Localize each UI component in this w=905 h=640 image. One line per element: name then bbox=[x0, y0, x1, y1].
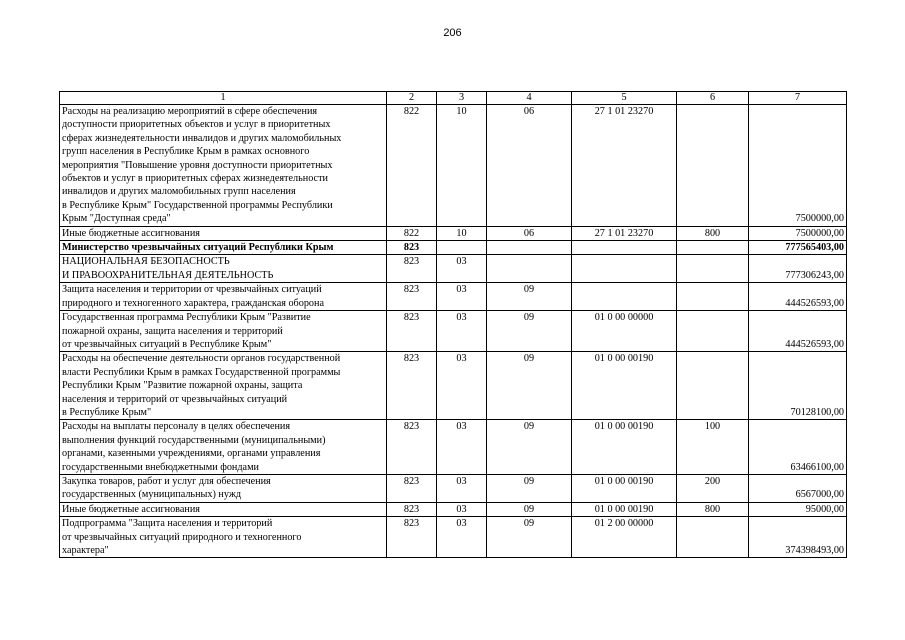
row-amount-cell: 7500000,00 bbox=[749, 226, 847, 240]
header-cell-5: 5 bbox=[572, 92, 677, 105]
row-col4-cell: 09 bbox=[487, 517, 572, 558]
row-col2-cell: 823 bbox=[387, 517, 437, 558]
row-amount-cell: 7500000,00 bbox=[749, 105, 847, 227]
row-col6-cell: 800 bbox=[677, 226, 749, 240]
row-col6-cell: 800 bbox=[677, 502, 749, 516]
row-name-cell: Закупка товаров, работ и услуг для обеспечения государственных (муниципальных) нужд bbox=[60, 474, 387, 502]
row-col3-cell bbox=[437, 241, 487, 255]
row-name-cell: Иные бюджетные ассигнования bbox=[60, 226, 387, 240]
row-col3-cell: 03 bbox=[437, 283, 487, 311]
row-col6-cell: 200 bbox=[677, 474, 749, 502]
row-amount-cell: 63466100,00 bbox=[749, 420, 847, 475]
row-col3-cell: 03 bbox=[437, 502, 487, 516]
row-col6-cell bbox=[677, 105, 749, 227]
row-col3-cell: 10 bbox=[437, 226, 487, 240]
row-col2-cell: 823 bbox=[387, 241, 437, 255]
row-name-cell: Расходы на выплаты персоналу в целях обеспечения выполнения функций государственными (муниципальными) органами, казенными учреждениями, органами управления государственными внебюджетными фондами bbox=[60, 420, 387, 475]
row-amount-cell: 444526593,00 bbox=[749, 311, 847, 352]
row-col3-cell: 03 bbox=[437, 255, 487, 283]
row-col6-cell bbox=[677, 311, 749, 352]
row-amount-cell: 95000,00 bbox=[749, 502, 847, 516]
table-row bbox=[60, 283, 847, 311]
row-col6-cell bbox=[677, 255, 749, 283]
row-name-cell: НАЦИОНАЛЬНАЯ БЕЗОПАСНОСТЬ И ПРАВООХРАНИТЕЛЬНАЯ ДЕЯТЕЛЬНОСТЬ bbox=[60, 255, 387, 283]
row-col5-cell: 01 0 00 00190 bbox=[572, 352, 677, 420]
row-amount-cell: 777306243,00 bbox=[749, 255, 847, 283]
table-row bbox=[60, 474, 847, 502]
row-col4-cell: 09 bbox=[487, 502, 572, 516]
row-col5-cell bbox=[572, 283, 677, 311]
budget-table bbox=[59, 91, 847, 558]
row-col3-cell: 03 bbox=[437, 352, 487, 420]
header-cell-3: 3 bbox=[437, 92, 487, 105]
row-col3-cell: 10 bbox=[437, 105, 487, 227]
table-row bbox=[60, 420, 847, 475]
row-name-cell: Расходы на реализацию мероприятий в сфере обеспечения доступности приоритетных объектов и услуг в приоритетных сферах жизнедеятельности инвалидов и других маломобильных групп населения в Республике Крым в рамках основного мероприятия "Повышение уровня доступности приоритетных объектов и услуг в приоритетных сферах жизнедеятельности инвалидов и других маломобильных групп населения в Республике Крым" Государственной программы Республики Крым "Доступная среда" bbox=[60, 105, 387, 227]
row-col5-cell bbox=[572, 241, 677, 255]
row-col4-cell: 09 bbox=[487, 311, 572, 352]
row-amount-cell: 444526593,00 bbox=[749, 283, 847, 311]
header-cell-1: 1 bbox=[60, 92, 387, 105]
table-row bbox=[60, 226, 847, 240]
row-name-cell: Защита населения и территории от чрезвычайных ситуаций природного и техногенного характера, гражданская оборона bbox=[60, 283, 387, 311]
row-amount-cell: 6567000,00 bbox=[749, 474, 847, 502]
row-col6-cell bbox=[677, 283, 749, 311]
row-name-cell: Расходы на обеспечение деятельности органов государственной власти Республики Крым в рамках Государственной программы Республики Крым "Развитие пожарной охраны, защита населения и территорий от чрезвычайных ситуаций в Республике Крым" bbox=[60, 352, 387, 420]
row-col2-cell: 823 bbox=[387, 311, 437, 352]
row-col4-cell: 06 bbox=[487, 226, 572, 240]
row-col4-cell: 06 bbox=[487, 105, 572, 227]
row-amount-cell: 777565403,00 bbox=[749, 241, 847, 255]
row-col6-cell bbox=[677, 517, 749, 558]
table-row bbox=[60, 502, 847, 516]
row-col2-cell: 823 bbox=[387, 420, 437, 475]
row-col2-cell: 823 bbox=[387, 352, 437, 420]
row-col5-cell: 01 2 00 00000 bbox=[572, 517, 677, 558]
row-col5-cell: 27 1 01 23270 bbox=[572, 226, 677, 240]
table-row bbox=[60, 241, 847, 255]
row-col2-cell: 823 bbox=[387, 474, 437, 502]
row-col2-cell: 823 bbox=[387, 502, 437, 516]
header-cell-2: 2 bbox=[387, 92, 437, 105]
row-col5-cell: 01 0 00 00190 bbox=[572, 502, 677, 516]
table-row bbox=[60, 352, 847, 420]
header-cell-4: 4 bbox=[487, 92, 572, 105]
row-col6-cell bbox=[677, 241, 749, 255]
row-col4-cell: 09 bbox=[487, 420, 572, 475]
row-col4-cell: 09 bbox=[487, 352, 572, 420]
row-col6-cell: 100 bbox=[677, 420, 749, 475]
row-name-cell: Подпрограмма "Защита населения и территорий от чрезвычайных ситуаций природного и техногенного характера" bbox=[60, 517, 387, 558]
row-col4-cell: 09 bbox=[487, 283, 572, 311]
row-col4-cell bbox=[487, 241, 572, 255]
row-col2-cell: 823 bbox=[387, 255, 437, 283]
row-name-cell: Министерство чрезвычайных ситуаций Республики Крым bbox=[60, 241, 387, 255]
row-col3-cell: 03 bbox=[437, 311, 487, 352]
row-amount-cell: 374398493,00 bbox=[749, 517, 847, 558]
table-row bbox=[60, 255, 847, 283]
row-name-cell: Государственная программа Республики Крым "Развитие пожарной охраны, защита населения и территорий от чрезвычайных ситуаций в Республике Крым" bbox=[60, 311, 387, 352]
row-col3-cell: 03 bbox=[437, 420, 487, 475]
row-col5-cell: 01 0 00 00190 bbox=[572, 420, 677, 475]
page-number: 206 bbox=[443, 27, 462, 39]
row-amount-cell: 70128100,00 bbox=[749, 352, 847, 420]
row-col5-cell: 01 0 00 00190 bbox=[572, 474, 677, 502]
row-col2-cell: 822 bbox=[387, 226, 437, 240]
row-col6-cell bbox=[677, 352, 749, 420]
row-col4-cell bbox=[487, 255, 572, 283]
table-row bbox=[60, 105, 847, 227]
row-col2-cell: 823 bbox=[387, 283, 437, 311]
row-col5-cell: 01 0 00 00000 bbox=[572, 311, 677, 352]
table-row bbox=[60, 311, 847, 352]
row-col3-cell: 03 bbox=[437, 517, 487, 558]
header-row bbox=[60, 92, 847, 105]
row-col3-cell: 03 bbox=[437, 474, 487, 502]
header-cell-6: 6 bbox=[677, 92, 749, 105]
table-row bbox=[60, 517, 847, 558]
row-col5-cell bbox=[572, 255, 677, 283]
row-col2-cell: 822 bbox=[387, 105, 437, 227]
row-col5-cell: 27 1 01 23270 bbox=[572, 105, 677, 227]
row-col4-cell: 09 bbox=[487, 474, 572, 502]
header-cell-7: 7 bbox=[749, 92, 847, 105]
row-name-cell: Иные бюджетные ассигнования bbox=[60, 502, 387, 516]
